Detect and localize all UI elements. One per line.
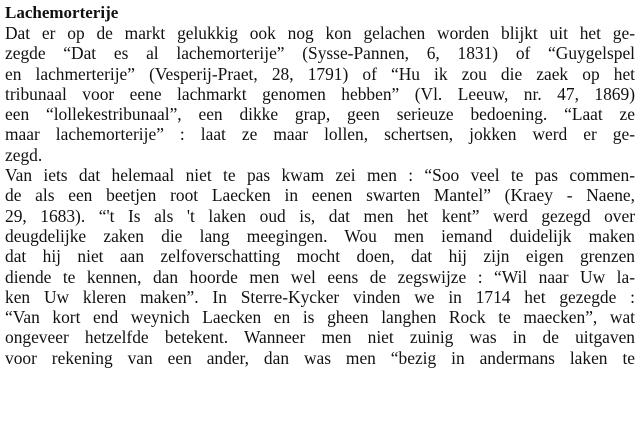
text-line: voor rekening van een ander, dan was men “bezig in andermans laken te <box>5 347 635 368</box>
document-page <box>5 3 635 368</box>
text-line: Van iets dat helemaal niet te pas kwam zei men : “Soo veel te pas commen- <box>5 165 635 186</box>
body-text <box>5 23 635 368</box>
text-line: ken Uw kleren maken”. In Sterre-Kycker vinden we in 1714 het gezegde : <box>5 286 635 307</box>
text-line: Dat er op de markt gelukkig ook nog kon gelachen worden blijkt uit het ge- <box>5 23 635 43</box>
text-line: zegd. <box>5 144 43 165</box>
text-line: maar lachemorterije” : laat ze maar lollen, schertsen, jokken werd er ge- <box>5 124 635 145</box>
text-line: dat hij niet aan zelfoverschatting mocht doen, dat hij zijn eigen grenzen <box>5 246 635 267</box>
text-line: diende te kennen, dan hoorde men wel eens de zegswijze : “Wil naar Uw la- <box>5 266 635 287</box>
section-heading: Lachemorterije <box>5 3 119 22</box>
text-line: deugdelijke zaken die lang meegingen. Wou men iemand duidelijk maken <box>5 225 635 246</box>
text-line: tribunaal voor eene lachmarkt genomen hebben” (Vl. Leeuw, nr. 47, 1869) <box>5 83 635 104</box>
text-line: ongeveer hetzelfde betekent. Wanneer men niet zuinig was in de uitgaven <box>5 327 635 348</box>
text-line: een “lollekestribunaal”, een dikke grap, geen serieuze bedoening. “Laat ze <box>5 104 635 125</box>
text-line: zegde “Dat es al lachemorterije” (Sysse-Pannen, 6, 1831) of “Guygelspel <box>5 43 635 64</box>
text-line: de als een beetjen root Laecken in eenen swarten Mantel” (Kraey - Naene, <box>5 185 635 206</box>
text-line: “Van kort end weynich Laecken en is gheen langhen Rock te maecken”, wat <box>5 307 635 328</box>
text-line: en lachmerterije” (Vesperij-Praet, 28, 1791) of “Hu ik zou die zaek op het <box>5 63 635 84</box>
text-line: 29, 1683). “'t Is als 't laken oud is, dat men het kent” werd gezegd over <box>5 205 635 226</box>
